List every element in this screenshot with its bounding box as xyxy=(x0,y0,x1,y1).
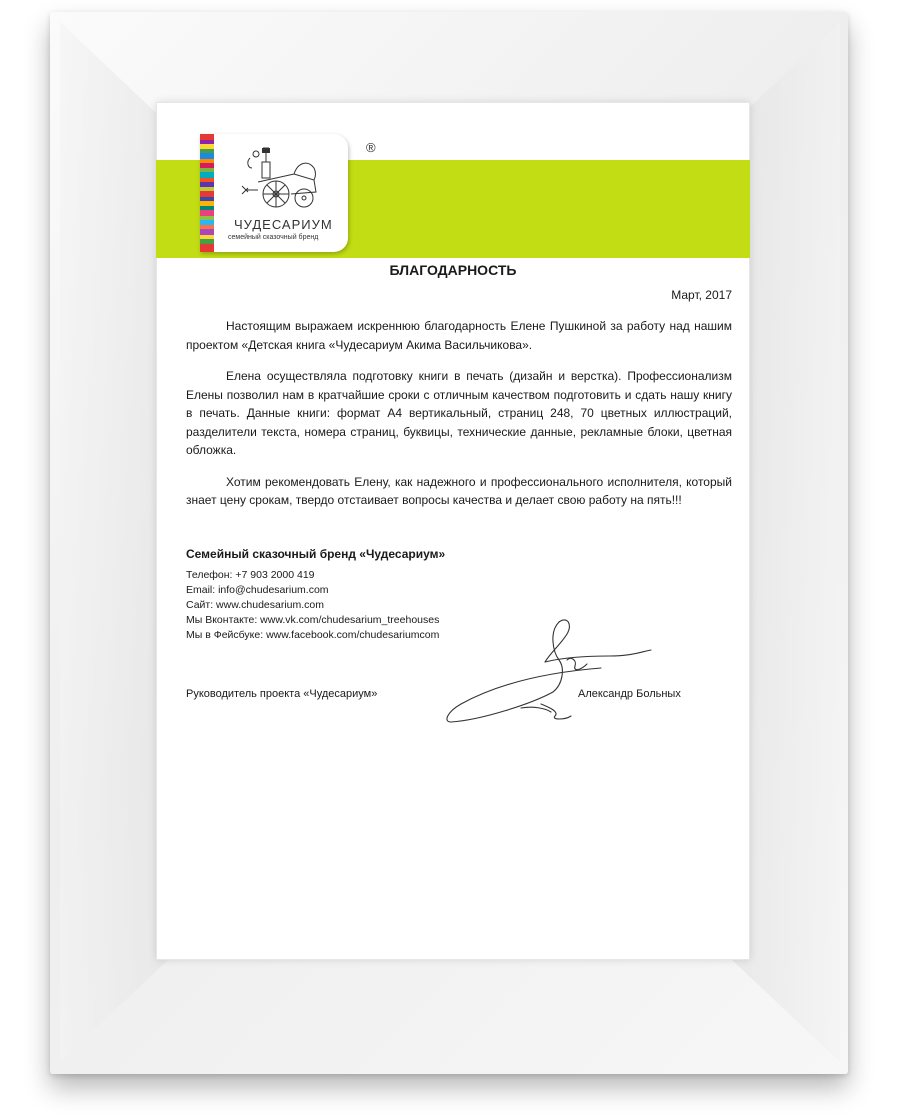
paragraph-3: Хотим рекомендовать Елену, как надежного и профессионального исполнителя, который знает цену срокам, твердо отстаивает вопросы качества и делает свою работу на пять!!! xyxy=(186,474,732,507)
brand-logo xyxy=(200,134,376,252)
document-date: Март, 2017 xyxy=(671,288,732,302)
contact-phone: Телефон: +7 903 2000 419 xyxy=(186,569,315,581)
paragraph-1: Настоящим выражаем искреннюю благодарность Елене Пушкиной за работу над нашим проектом «Детская книга «Чудесариум Акима Васильчикова». xyxy=(186,319,732,352)
frame-bevel-left xyxy=(60,22,170,1062)
logo-wordmark: ЧУДЕСАРИУМ xyxy=(234,217,333,232)
fairy-vehicle-icon xyxy=(236,140,326,212)
contact-facebook: Мы в Фейсбуке: www.facebook.com/chudesariumcom xyxy=(186,629,440,641)
brand-name: Семейный сказочный бренд «Чудесариум» xyxy=(186,547,446,561)
contact-list xyxy=(186,568,439,643)
letter-paper xyxy=(156,102,750,960)
contact-email: Email: info@chudesarium.com xyxy=(186,584,329,596)
document-title: БЛАГОДАРНОСТЬ xyxy=(389,262,517,278)
signer-name: Александр Больных xyxy=(578,688,681,700)
letter-body xyxy=(186,317,732,523)
contact-website: Сайт: www.chudesarium.com xyxy=(186,599,325,611)
signature-icon xyxy=(441,612,701,732)
logo-tagline: семейный сказочный бренд xyxy=(228,234,319,241)
color-stripes-icon xyxy=(200,134,214,252)
registered-mark: ® xyxy=(366,140,376,155)
signer-position: Руководитель проекта «Чудесариум» xyxy=(186,688,378,700)
contact-vk: Мы Вконтакте: www.vk.com/chudesarium_treehouses xyxy=(186,614,440,626)
paragraph-2: Елена осуществляла подготовку книги в печать (дизайн и верстка). Профессионализм Елены позволил нам в кратчайшие сроки с отличным качеством подготовить и сдать нашу книгу в печать. Данные книги: формат А4 вертикальный, страниц 248, 70 цветных иллюстраций, разделители текста, номера страниц, буквицы, технические данные, рекламные блоки, цветная обложка. xyxy=(186,369,732,457)
